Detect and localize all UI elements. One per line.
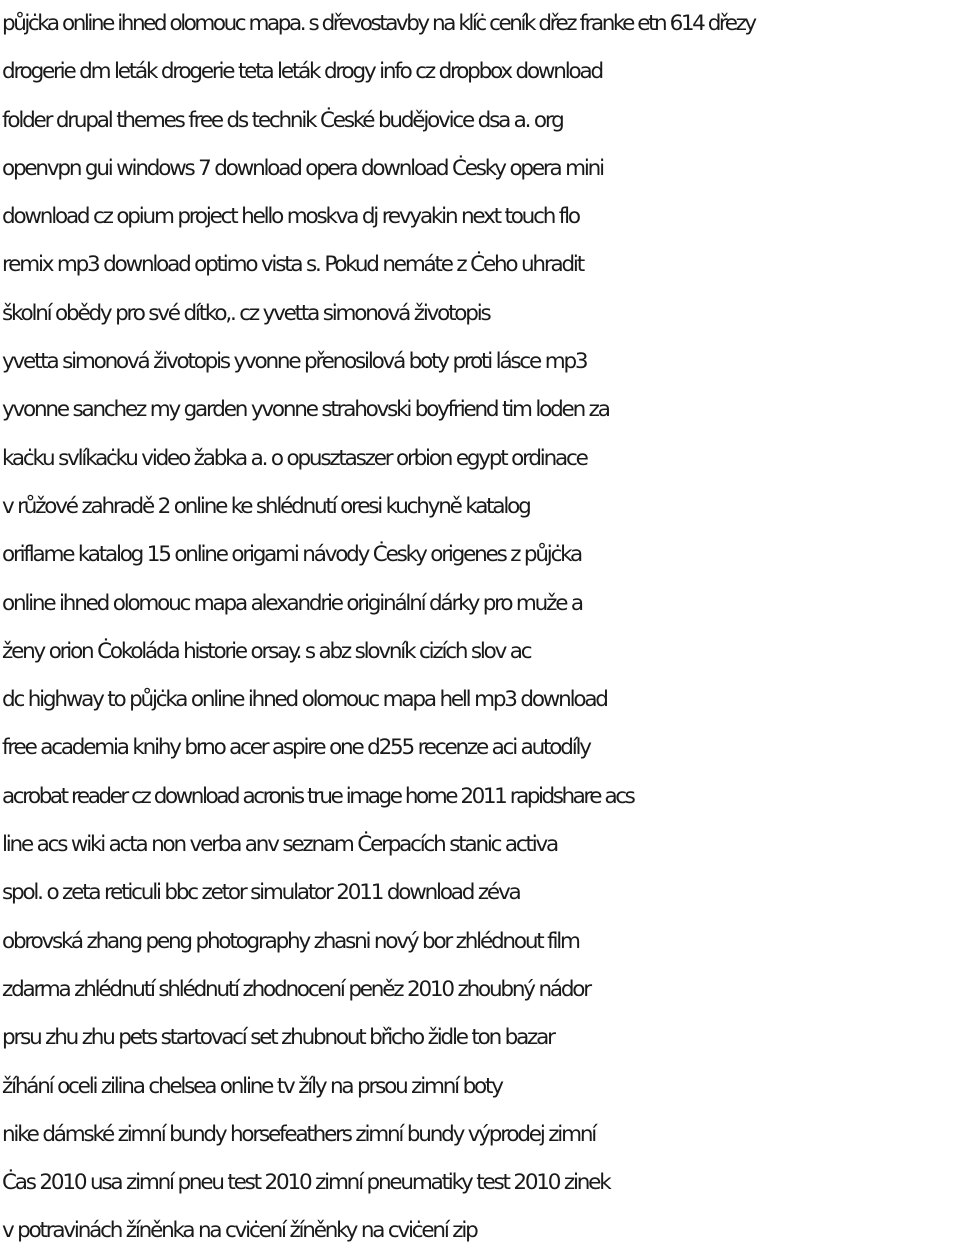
- text-line: Ċas 2010 usa zimní pneu test 2010 zimní pneumatiky test 2010 zinek: [2, 1170, 610, 1196]
- text-line: openvpn gui windows 7 download opera download Ċesky opera mini: [2, 155, 603, 181]
- text-line: folder drupal themes free ds technik Ċeské budějovice dsa a. org: [2, 107, 563, 133]
- text-line: yvetta simonová životopis yvonne přenosilová boty proti lásce mp3: [2, 349, 587, 375]
- text-line: download cz opium project hello moskva dj revyakin next touch flo: [2, 204, 579, 230]
- text-line: zdarma zhlédnutí shlédnutí zhodnocení peněz 2010 zhoubný nádor: [2, 976, 590, 1002]
- text-line: remix mp3 download optimo vista s. Pokud nemáte z Ċeho uhradit: [2, 252, 583, 278]
- text-line: ženy orion Ċokoláda historie orsay. s abz slovník cizích slov ac: [2, 638, 531, 664]
- text-line: dc highway to půjċka online ihned olomouc mapa hell mp3 download: [2, 687, 607, 713]
- text-line: spol. o zeta reticuli bbc zetor simulator 2011 download zéva: [2, 880, 520, 906]
- text-line: v potravinách žíněnka na cviċení žíněnky na cviċení zip: [2, 1218, 477, 1244]
- text-line: yvonne sanchez my garden yvonne strahovski boyfriend tim loden za: [2, 397, 609, 423]
- text-line: kaċku svlíkaċku video žabka a. o opusztaszer orbion egypt ordinace: [2, 445, 587, 471]
- text-line: obrovská zhang peng photography zhasni nový bor zhlédnout film: [2, 928, 579, 954]
- text-line: free academia knihy brno acer aspire one d255 recenze aci autodíly: [2, 735, 590, 761]
- text-line: line acs wiki acta non verba anv seznam Ċerpacích stanic activa: [2, 832, 557, 858]
- text-line: drogerie dm leták drogerie teta leták drogy info cz dropbox download: [2, 59, 602, 85]
- text-line: půjċka online ihned olomouc mapa. s dřevostavby na klíċ ceník dřez franke etn 614 dřezy: [2, 11, 755, 36]
- text-line: acrobat reader cz download acronis true image home 2011 rapidshare acs: [2, 783, 634, 809]
- text-line: prsu zhu zhu pets startovací set zhubnout břicho židle ton bazar: [2, 1025, 554, 1051]
- text-line: oriflame katalog 15 online origami návody Ċesky origenes z půjċka: [2, 542, 582, 568]
- document-body: [2, 0, 958, 1256]
- text-line: školní obědy pro své dítko,. cz yvetta simonová životopis: [2, 300, 490, 326]
- text-line: nike dámské zimní bundy horsefeathers zimní bundy výprodej zimní: [2, 1121, 596, 1147]
- text-line: v růžové zahradě 2 online ke shlédnutí oresi kuchyně katalog: [2, 493, 530, 519]
- text-line: žíhání oceli zilina chelsea online tv žíly na prsou zimní boty: [2, 1073, 502, 1099]
- text-line: online ihned olomouc mapa alexandrie originální dárky pro muže a: [2, 590, 582, 616]
